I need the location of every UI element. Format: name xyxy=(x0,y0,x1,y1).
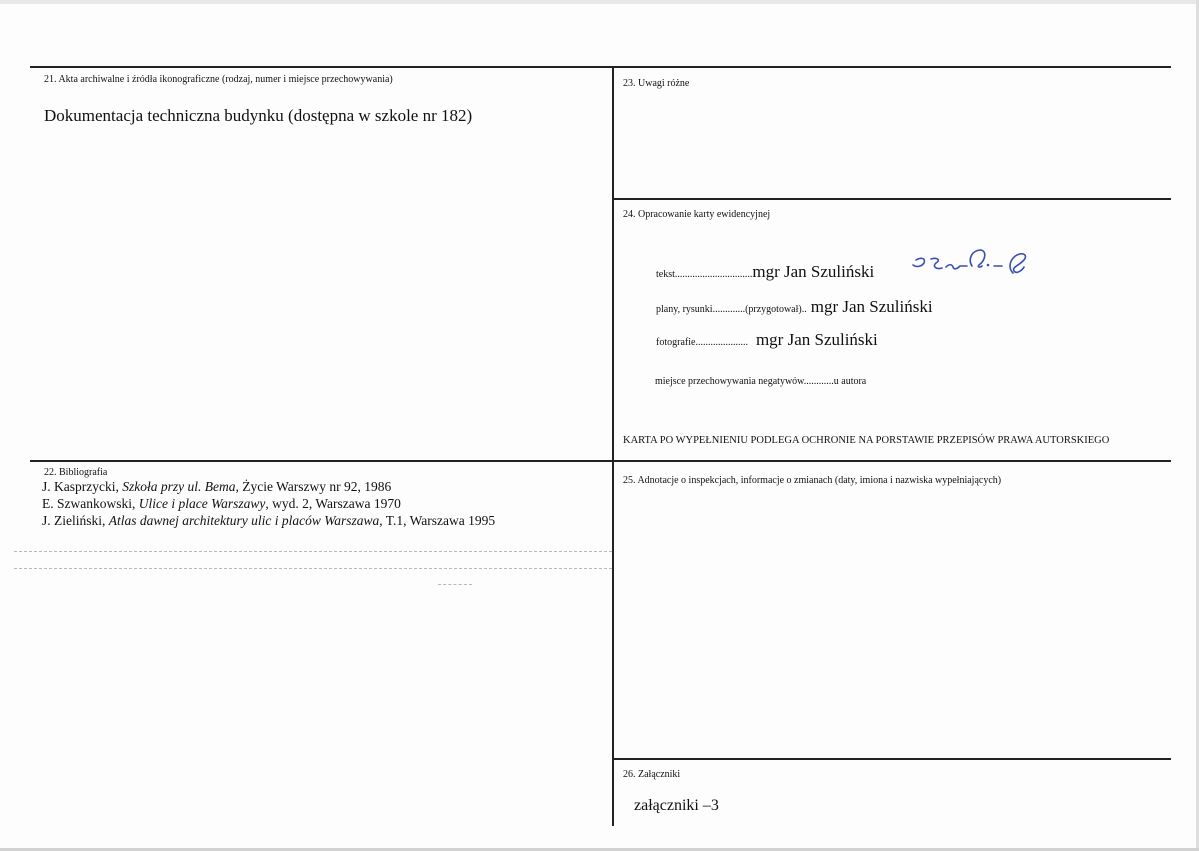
negatives-label: miejsce przechowywania negatywów xyxy=(655,376,804,387)
entry-title: Ulice i place Warszawy xyxy=(138,496,266,511)
entry-title: Atlas dawnej architektury ulic i placów Warszawa xyxy=(108,513,380,528)
form-top-rule xyxy=(30,66,1171,68)
section-25-label: 25. Adnotacje o inspekcjach, informacje o zmianach (daty, imiona i nazwiska wypełniających) xyxy=(623,475,1002,486)
section-26-label: 26. Załączniki xyxy=(623,769,681,780)
author-text-value: mgr Jan Szuliński xyxy=(752,262,875,281)
drawings-label: plany, rysunki xyxy=(656,304,713,315)
entry-details: , Życie Warszwy nr 92, 1986 xyxy=(235,479,392,494)
drawings-sub-label: (przygotował).. xyxy=(745,304,807,315)
entry-title: Szkoła przy ul. Bema xyxy=(122,479,236,494)
entry-author: E. Szwankowski, xyxy=(42,496,139,511)
section-21-label: 21. Akta archiwalne i źródła ikonograficzne (rodzaj, numer i miejsce przechowywania) xyxy=(44,74,393,85)
author-text-row xyxy=(656,262,874,285)
bibliography-list xyxy=(42,478,495,529)
dot-leader: ............ xyxy=(803,376,834,387)
dot-leader: ..................... xyxy=(695,337,748,348)
negatives-value: u autora xyxy=(833,376,867,387)
bibliography-entry xyxy=(42,478,495,495)
form-center-divider xyxy=(612,66,614,826)
section-25-26-divider xyxy=(612,758,1171,760)
scan-guide-line xyxy=(438,584,472,585)
entry-author: J. Zieliński, xyxy=(42,513,109,528)
copyright-notice: KARTA PO WYPEŁNIENIU PODLEGA OCHRONIE NA PORSTAWIE PRZEPISÓW PRAWA AUTORSKIEGO xyxy=(623,435,1110,446)
dot-leader: ............. xyxy=(712,304,746,315)
entry-details: , T.1, Warszawa 1995 xyxy=(379,513,496,528)
section-26-value: załączniki –3 xyxy=(634,797,719,814)
handwritten-signature-icon xyxy=(910,246,1035,287)
bibliography-entry xyxy=(42,512,495,529)
entry-details: , wyd. 2, Warszawa 1970 xyxy=(265,496,401,511)
photos-label: fotografie xyxy=(656,337,696,348)
drawings-value: mgr Jan Szuliński xyxy=(810,297,933,316)
section-24-label: 24. Opracowanie karty ewidencyjnej xyxy=(623,209,771,220)
author-text-label: tekst xyxy=(656,269,675,280)
entry-author: J. Kasprzycki, xyxy=(42,479,123,494)
bibliography-entry xyxy=(42,495,495,512)
middle-rule xyxy=(30,460,1171,462)
section-23-24-divider xyxy=(612,198,1171,200)
section-21-value: Dokumentacja techniczna budynku (dostępna w szkole nr 182) xyxy=(44,106,473,125)
photos-row xyxy=(656,330,878,353)
drawings-row xyxy=(656,297,933,320)
negatives-row xyxy=(655,370,866,392)
section-23-label: 23. Uwagi różne xyxy=(623,78,690,89)
section-22-label: 22. Bibliografia xyxy=(44,467,108,478)
dot-leader: ............................... xyxy=(674,269,753,280)
scan-guide-line xyxy=(14,568,612,569)
paper-edge-top xyxy=(0,0,1199,4)
scan-guide-line xyxy=(14,551,612,552)
photos-value: mgr Jan Szuliński xyxy=(755,330,878,349)
